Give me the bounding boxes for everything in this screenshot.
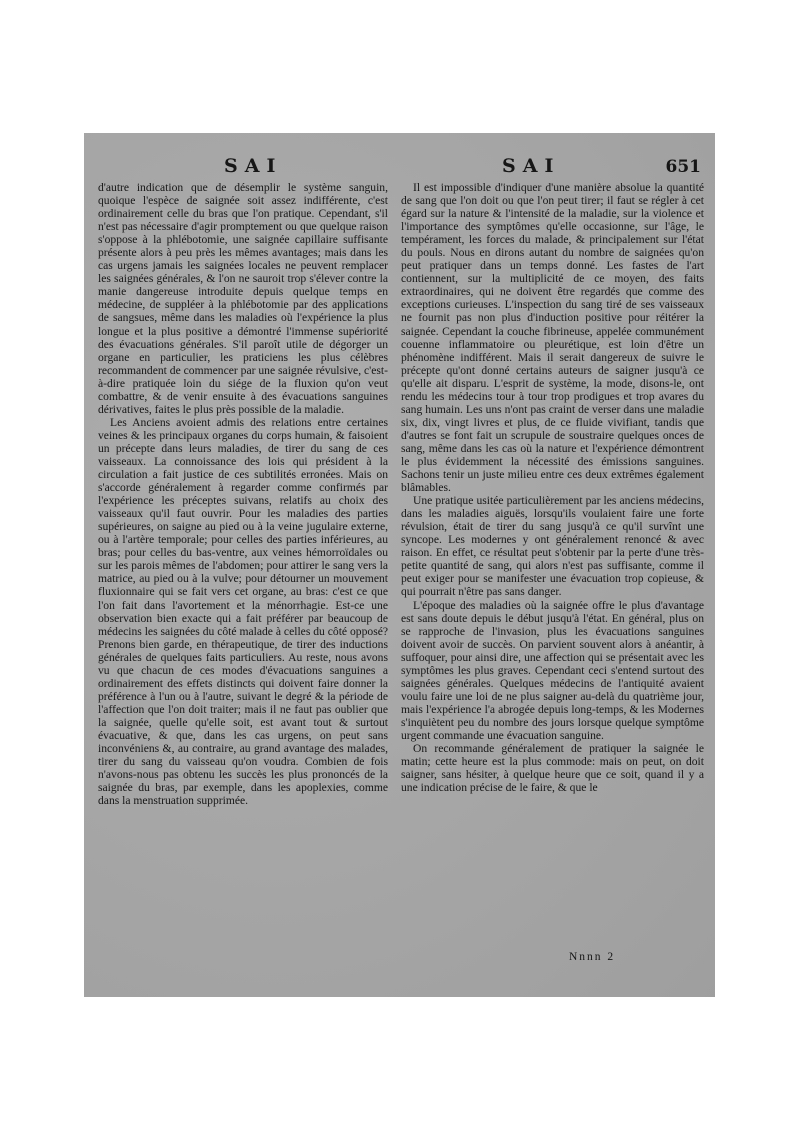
- scanned-page: [84, 133, 715, 997]
- running-head-left: SAI: [224, 155, 283, 177]
- text-column-right: [401, 181, 704, 794]
- page-number: 651: [665, 157, 701, 177]
- running-head-right: SAI: [502, 155, 561, 177]
- paragraph: Il est impossible d'indiquer d'une manière absolue la quantité de sang que l'on doit ou que l'on peut tirer; il faut se régler à cet égard sur la nature & l'intensité de la maladie, sur la violence et l'importance des symptômes qu'elle occasionne, sur l'âge, le tempérament, les forces du malade, & principalement sur l'état du pouls. Nous en dirons autant du nombre de saignées qu'on peut pratiquer dans un temps donné. Les fastes de l'art contiennent, sur la multiplicité de ce moyen, des faits extraordinaires, qui ne doivent être regardés que comme des exceptions curieuses. L'inspection du sang tiré de ses vaisseaux ne fournit pas non plus d'induction positive pour réitérer la saignée. Cependant la couche fibrineuse, appelée communément couenne inflammatoire ou pleurétique, est loin d'être un phénomène indifférent. Mais il serait dangereux de suivre le précepte qu'ont donné certains auteurs de saigner jusqu'à ce qu'elle ait disparu. L'esprit de système, la mode, disons-le, ont rendu les médecins tour à tour trop prodigues et trop avares du sang humain. Les uns n'ont pas craint de verser dans une maladie six, dix, vingt livres et plus, de ce fluide vivifiant, tandis que d'autres se font fait un scrupule de soustraire quelques onces de sang, même dans les cas où la nature et l'expérience démontrent le plus évidemment la nécessité des émissions sanguines. Sachons tenir un juste milieu entre ces deux extrêmes également blâmables.: [401, 181, 704, 495]
- printer-signature: Nnnn 2: [569, 951, 616, 963]
- text-column-left: [98, 181, 388, 807]
- paragraph: d'autre indication que de désemplir le système sanguin, quoique l'espèce de saignée soit assez indifférente, c'est ordinairement celle du bras que l'on pratique. Cependant, s'il n'est pas nécessaire d'agir promptement ou que quelque raison s'oppose à la phlébotomie, une saignée capillaire suffisante présente alors à peu près les mêmes avantages; mais dans les cas urgens jamais les saignées locales ne peuvent remplacer les saignées générales, & l'on ne sauroit trop s'élever contre la manie dangereuse introduite depuis quelque temps en médecine, de suppléer à la phlébotomie par des applications de sangsues, même dans les maladies où l'expérience la plus longue et la plus positive a démontré l'immense supériorité des évacuations générales. S'il paroît utile de dégorger un organe en particulier, les praticiens les plus célèbres recommandent de commencer par une saignée révulsive, c'est-à-dire pratiquée loin du siége de la fluxion qu'on veut combattre, & de venir ensuite à des évacuations sanguines dérivatives, faites le plus près possible de la maladie.: [98, 181, 388, 416]
- paragraph: On recommande généralement de pratiquer la saignée le matin; cette heure est la plus commode: mais on peut, on doit saigner, sans hésiter, à quelque heure que ce soit, quand il y a une indication précise de le faire, & que le: [401, 742, 704, 795]
- paragraph: Les Anciens avoient admis des relations entre certaines veines & les principaux organes du corps humain, & faisoient un précepte dans leurs maladies, de tirer du sang de ces vaisseaux. La connoissance des lois qui président à la circulation a fait justice de ces subtilités erronées. Mais on s'accorde généralement à regarder comme confirmés par l'expérience les préceptes suivans, relatifs au choix des vaisseaux qu'il faut ouvrir. Pour les maladies des parties supérieures, on saigne au pied ou à la veine jugulaire externe, ou à l'artère temporale; pour celles des parties inférieures, au bras; pour celles du bas-ventre, aux veines hémorroïdales ou sur les parois mêmes de l'abdomen; pour attirer le sang vers la matrice, au pied ou à la vulve; pour détourner un mouvement fluxionnaire qui se fait vers cet organe, au bras: c'est ce que l'on fait dans l'avortement et la ménorrhagie. Est-ce une observation bien exacte qui a fait préférer par beaucoup de médecins les saignées du côté malade à celles du côté opposé? Prenons bien garde, en thérapeutique, de tirer des inductions générales de quelques faits particuliers. Au reste, nous avons vu que chacun de ces modes d'évacuations sanguines a ordinairement des effets distincts qui doivent faire donner la préférence à l'un ou à l'autre, suivant le degré & la période de l'affection que l'on doit traiter; mais il ne faut pas oublier que la saignée, quelle qu'elle soit, est avant tout & surtout évacuative, & que, dans les cas urgens, on peut sans inconvéniens &, au contraire, au grand avantage des malades, tirer du sang du vaisseau qu'on voudra. Combien de fois n'avons-nous pas obtenu les succès les plus prononcés de la saignée du bras, par exemple, dans les apoplexies, comme dans la menstruation supprimée.: [98, 415, 388, 808]
- paragraph: L'époque des maladies où la saignée offre le plus d'avantage est sans doute depuis le début jusqu'à l'état. En général, plus on se rapproche de l'invasion, plus les évacuations sanguines doivent avoir de succès. On parvient souvent alors à anéantir, à suffoquer, pour ainsi dire, une affection qui se présentait avec les symptômes les plus graves. Cependant ceci s'entend surtout des saignées générales. Quelques médecins de l'antiquité avaient voulu faire une loi de ne plus saigner au-delà du quatrième jour, mais l'expérience l'a abrogée depuis long-temps, & les Modernes s'inquiètent peu du nombre des jours lorsque quelque symptôme urgent commande une évacuation sanguine.: [401, 598, 704, 742]
- paragraph: Une pratique usitée particulièrement par les anciens médecins, dans les maladies aiguës, lorsqu'ils voulaient faire une forte révulsion, était de tirer du sang jusqu'à ce qu'il survînt une syncope. Les modernes y ont généralement renoncé & avec raison. En effet, ce résultat peut s'obtenir par la perte d'une très-petite quantité de sang, qui alors n'est pas suffisante, comme il peut exiger pour se manifester une évacuation trop copieuse, & qui pourrait n'être pas sans danger.: [401, 494, 704, 599]
